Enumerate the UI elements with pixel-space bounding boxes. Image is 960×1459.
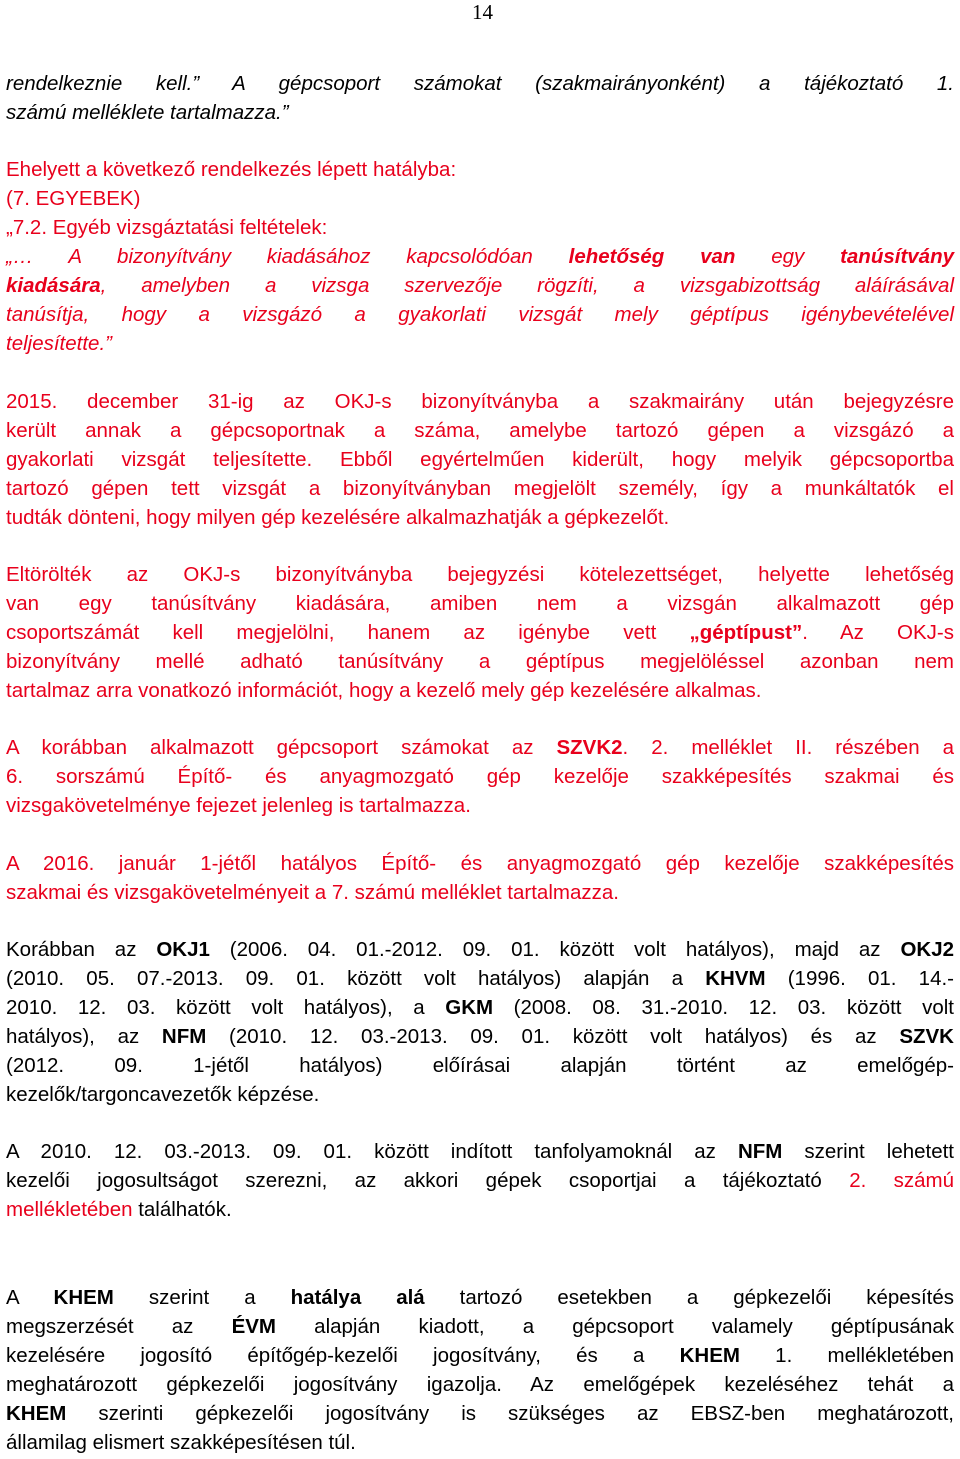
text-line: kezelők/targoncavezetők képzése.	[6, 1083, 320, 1106]
text-line	[6, 993, 954, 1022]
text-line: 6. sorszámú Építő- és anyagmozgató gép kezelője szakképesítés szakmai és	[6, 765, 954, 788]
text-line	[6, 1283, 954, 1312]
text-line	[6, 242, 954, 271]
text-run: . Az OKJ-s	[802, 621, 955, 644]
text-run: (2008. 08. 31.-2010. 12. 03. között volt	[493, 996, 954, 1019]
text-run: egy	[735, 245, 841, 268]
text-run: , amelyben a vizsga szervezője rögzíti, a vizsgabizottság aláírásával	[100, 274, 954, 297]
text-line: tudták dönteni, hogy milyen gép kezelésére alkalmazhatják a gépkezelőt.	[6, 506, 670, 529]
text-run: alapján kiadott, a gépcsoport valamely géptípusának	[276, 1315, 954, 1338]
text-run: A 2010. 12. 03.-2013. 09. 01. között indított tanfolyamoknál az	[6, 1140, 738, 1163]
text-run: kezelésére jogosító építőgép-kezelői jogosítvány, és a	[6, 1344, 680, 1367]
text-line: került annak a gépcsoportnak a száma, amelybe tartozó gépen a vizsgázó a	[6, 419, 954, 442]
annex-reference: mellékletében	[6, 1198, 133, 1221]
text-run: „… A bizonyítvány kiadásához kapcsolódóan	[6, 245, 569, 268]
text-run: hatályos), az	[6, 1025, 162, 1048]
emphasis: GKM	[445, 996, 494, 1019]
text-line: számú melléklete tartalmazza.”	[6, 101, 289, 124]
text-line: vizsgakövetelménye fejezet jelenleg is tartalmazza.	[6, 794, 471, 817]
annex-reference: 2. számú	[849, 1169, 955, 1192]
text-line: Eltörölték az OKJ-s bizonyítványba bejegyzési kötelezettséget, helyette lehetőség	[6, 563, 954, 586]
emphasis: lehetőség van	[568, 245, 736, 268]
text-line: tartalmaz arra vonatkozó információt, hogy a kezelő mely gép kezelésére alkalmas.	[6, 679, 762, 702]
emphasis: ÉVM	[231, 1315, 277, 1338]
text-line: „7.2. Egyéb vizsgáztatási feltételek:	[6, 216, 328, 239]
text-line: meghatározott gépkezelői jogosítvány igazolja. Az emelőgépek kezeléséhez tehát a	[6, 1373, 954, 1396]
text-line	[6, 445, 954, 474]
text-line	[6, 964, 954, 993]
emphasis: KHEM	[679, 1344, 740, 1367]
text-line: államilag elismert szakképesítésen túl.	[6, 1431, 356, 1454]
text-run: A korábban alkalmazott gépcsoport számokat az	[6, 736, 557, 759]
text-line	[6, 1022, 954, 1051]
text-run: találhatók.	[132, 1198, 232, 1221]
text-run: szerint lehetett	[782, 1140, 955, 1163]
text-line	[6, 1341, 954, 1370]
text-line: bizonyítvány mellé adható tanúsítvány a géptípus megjelöléssel azonban nem	[6, 650, 954, 673]
text-line: (7. EGYEBEK)	[6, 187, 141, 210]
emphasis: OKJ2	[900, 938, 955, 961]
text-run: (2010. 05. 07.-2013. 09. 01. között volt hatályos) alapján a	[6, 967, 706, 990]
text-line	[6, 1312, 954, 1341]
emphasis: NFM	[161, 1025, 207, 1048]
emphasis: tanúsítvány	[840, 245, 954, 268]
emphasis: KHVM	[705, 967, 766, 990]
text-line	[6, 733, 954, 762]
text-run: (2006. 04. 01.-2012. 09. 01. között volt hatályos), majd az	[209, 938, 901, 961]
emphasis: SZVK	[899, 1025, 954, 1048]
text-run: (1996. 01. 14.-	[765, 967, 954, 990]
text-line	[6, 271, 954, 300]
text-run: gyakorlati vizsgát teljesítette.	[6, 448, 340, 471]
text-run: szerint a	[113, 1286, 291, 1309]
text-line: tartozó gépen tett vizsgát a bizonyítványban megjelölt személy, így a munkáltatók el	[6, 477, 954, 500]
text-line: van egy tanúsítvány kiadására, amiben nem a vizsgán alkalmazott gép	[6, 592, 954, 615]
text-run: Ebből egyértelműen kiderült, hogy melyik gépcsoportba	[339, 448, 955, 471]
emphasis: OKJ1	[156, 938, 210, 961]
text-run: csoportszámát kell megjelölni, hanem az igénybe vett	[6, 621, 690, 644]
text-run: Korábban az	[6, 938, 157, 961]
text-line: tanúsítja, hogy a vizsgázó a gyakorlati vizsgát mely géptípus igénybevételével	[6, 303, 954, 326]
text-line	[6, 1399, 954, 1428]
text-run: szerinti gépkezelői jogosítvány is szükséges az EBSZ-ben meghatározott,	[66, 1402, 954, 1425]
page-number: 14	[472, 0, 493, 24]
emphasis: KHEM	[53, 1286, 114, 1309]
text-run: (2010. 12. 03.-2013. 09. 01. között volt hatályos) és az	[206, 1025, 900, 1048]
text-line: (2012. 09. 1-jétől hatályos) előírásai alapján történt az emelőgép-	[6, 1054, 954, 1077]
text-line: szakmai és vizsgakövetelményeit a 7. számú melléklet tartalmazza.	[6, 881, 619, 904]
text-run: 2010. 12. 03. között volt hatályos), a	[6, 996, 446, 1019]
text-line	[6, 618, 954, 647]
emphasis: NFM	[737, 1140, 783, 1163]
text-line: A 2016. január 1-jétől hatályos Építő- és anyagmozgató gép kezelője szakképesítés	[6, 852, 954, 875]
emphasis: KHEM	[6, 1402, 67, 1425]
text-run: . 2. melléklet II. részében a	[622, 736, 955, 759]
emphasis: kiadására	[6, 274, 101, 297]
text-line	[6, 1137, 954, 1166]
text-line	[6, 935, 954, 964]
text-line: 2015. december 31-ig az OKJ-s bizonyítványba a szakmairány után bejegyzésre	[6, 390, 954, 413]
text-run: tartozó esetekben a gépkezelői képesítés	[424, 1286, 954, 1309]
text-run: megszerzését az	[6, 1315, 232, 1338]
emphasis: SZVK2	[556, 736, 623, 759]
text-line: Ehelyett a következő rendelkezés lépett hatályba:	[6, 158, 457, 181]
text-line: rendelkeznie kell.” A gépcsoport számokat (szakmairányonként) a tájékoztató 1.	[6, 72, 954, 95]
text-line	[6, 1195, 954, 1224]
text-run: 1. mellékletében	[739, 1344, 954, 1367]
text-run: kezelői jogosultságot szerezni, az akkori gépek csoportjai a tájékoztató	[6, 1169, 850, 1192]
emphasis: hatálya alá	[290, 1286, 425, 1309]
emphasis: „géptípust”	[689, 621, 803, 644]
text-line: teljesítette.”	[6, 332, 112, 355]
text-line	[6, 1166, 954, 1195]
text-run: A	[6, 1286, 54, 1309]
